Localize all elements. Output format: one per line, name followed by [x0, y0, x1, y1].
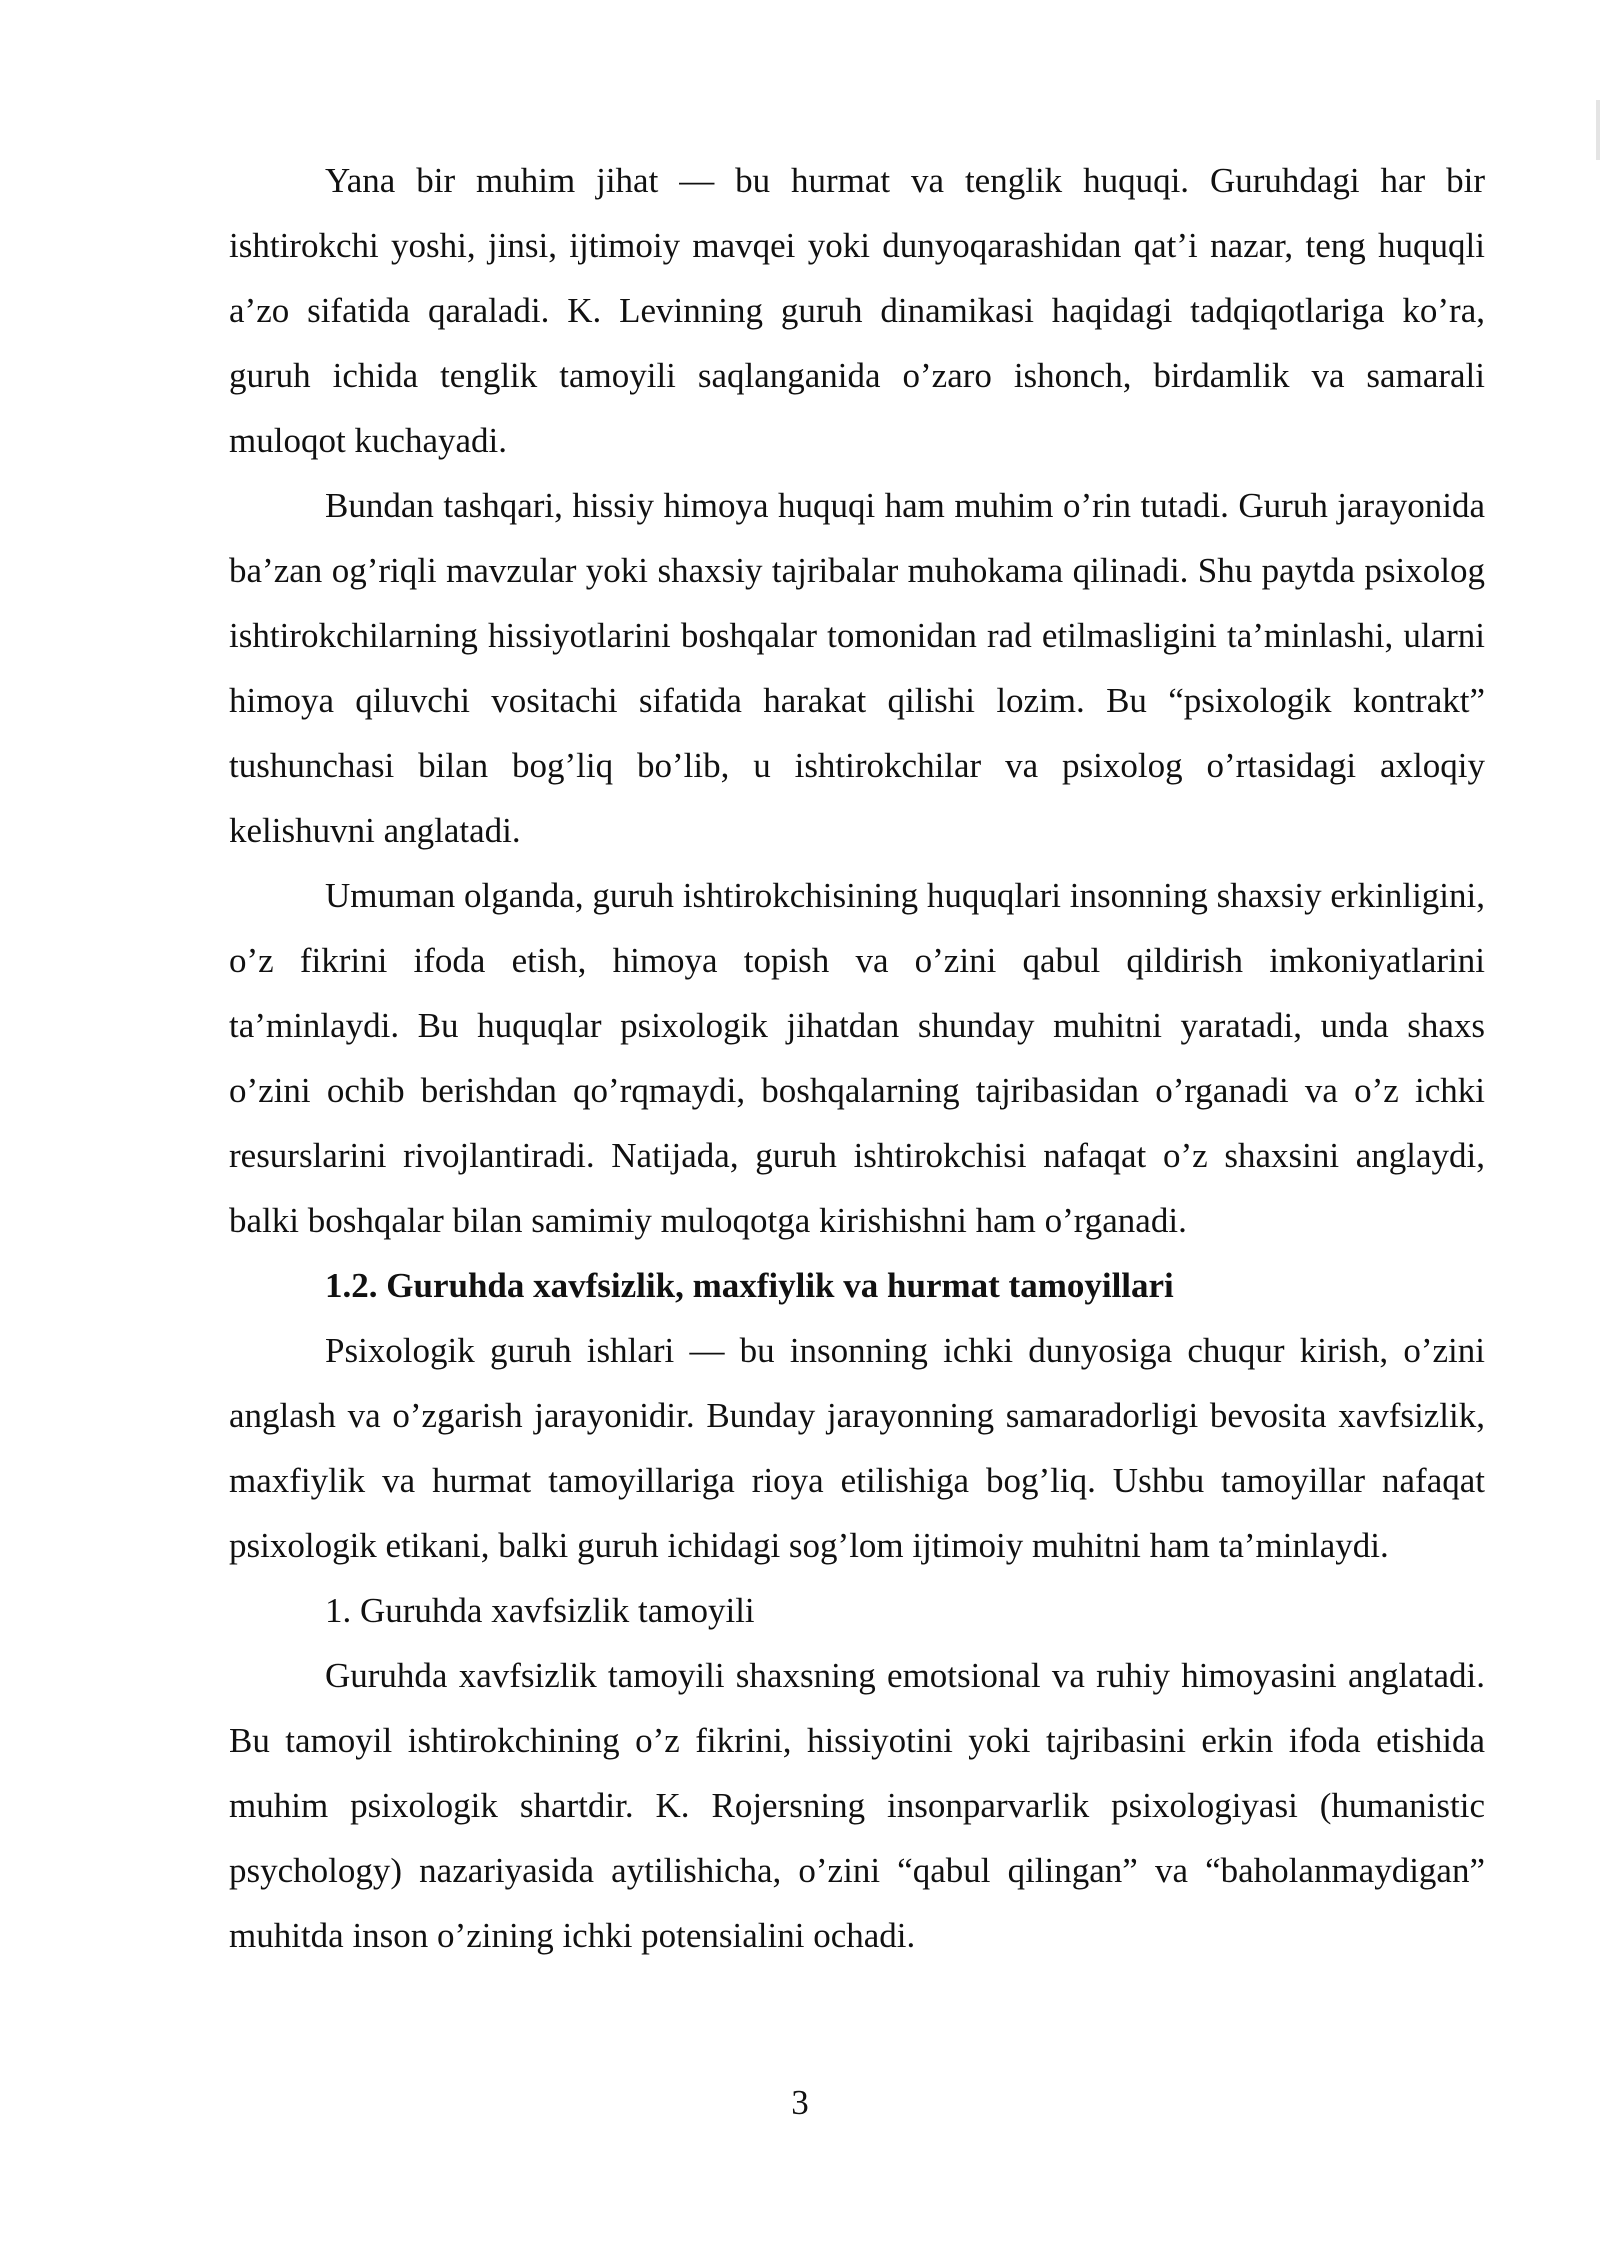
paragraph-2: Bundan tashqari, hissiy himoya huquqi ham muhim o’rin tutadi. Guruh jarayonida ba’zan og’riqli mavzular yoki shaxsiy tajribalar muhokama qilinadi. Shu paytda psixolog ishtirokchilarning hissiyotlarini boshqalar tomonidan rad etilmasligini ta’minlashi, ularni himoya qiluvchi vositachi sifatida harakat qilishi lozim. Bu “psixologik kontrakt” tushunchasi bilan bog’liq bo’lib, u ishtirokchilar va psixolog o’rtasidagi axloqiy kelishuvni anglatadi.	[229, 486, 1485, 850]
page-number: 3	[791, 2083, 809, 2122]
paragraph-3: Umuman olganda, guruh ishtirokchisining huquqlari insonning shaxsiy erkinligini, o’z fikrini ifoda etish, himoya topish va o’zini qabul qildirish imkoniyatlarini ta’minlaydi. Bu huquqlar psixologik jihatdan shunday muhitni yaratadi, unda shaxs o’zini ochib berishdan qo’rqmaydi, boshqalarning tajribasidan o’rganadi va o’z ichki resurslarini rivojlantiradi. Natijada, guruh ishtirokchisi nafaqat o’z shaxsini anglaydi, balki boshqalar bilan samimiy muloqotga kirishishni ham o’rganadi.	[229, 876, 1485, 1240]
list-heading: 1. Guruhda xavfsizlik tamoyili	[325, 1591, 755, 1630]
paragraph-1: Yana bir muhim jihat — bu hurmat va tenglik huquqi. Guruhdagi har bir ishtirokchi yoshi, jinsi, ijtimoiy mavqei yoki dunyoqarashidan qat’i nazar, teng huquqli a’zo sifatida qaraladi. K. Levinning guruh dinamikasi haqidagi tadqiqotlariga ko’ra, guruh ichida tenglik tamoyili saqlanganida o’zaro ishonch, birdamlik va samarali muloqot kuchayadi.	[229, 161, 1485, 460]
section-paragraph: Psixologik guruh ishlari — bu insonning ichki dunyosiga chuqur kirish, o’zini anglash va o’zgarish jarayonidir. Bunday jarayonning samaradorligi bevosita xavfsizlik, maxfiylik va hurmat tamoyillariga rioya etilishiga bog’liq. Ushbu tamoyillar nafaqat psixologik etikani, balki guruh ichidagi sog’lom ijtimoiy muhitni ham ta’minlaydi.	[229, 1331, 1485, 1565]
page-edge-mark	[1596, 100, 1600, 160]
section-heading: 1.2. Guruhda xavfsizlik, maxfiylik va hurmat tamoyillari	[325, 1266, 1174, 1305]
list-paragraph: Guruhda xavfsizlik tamoyili shaxsning emotsional va ruhiy himoyasini anglatadi. Bu tamoyil ishtirokchining o’z fikrini, hissiyotini yoki tajribasini erkin ifoda etishida muhim psixologik shartdir. K. Rojersning insonparvarlik psixologiyasi (humanistic psychology) nazariyasida aytilishicha, o’zini “qabul qilingan” va “baholanmaydigan” muhitda inson o’zining ichki potensialini ochadi.	[229, 1656, 1485, 1955]
document-body	[229, 148, 1485, 1968]
